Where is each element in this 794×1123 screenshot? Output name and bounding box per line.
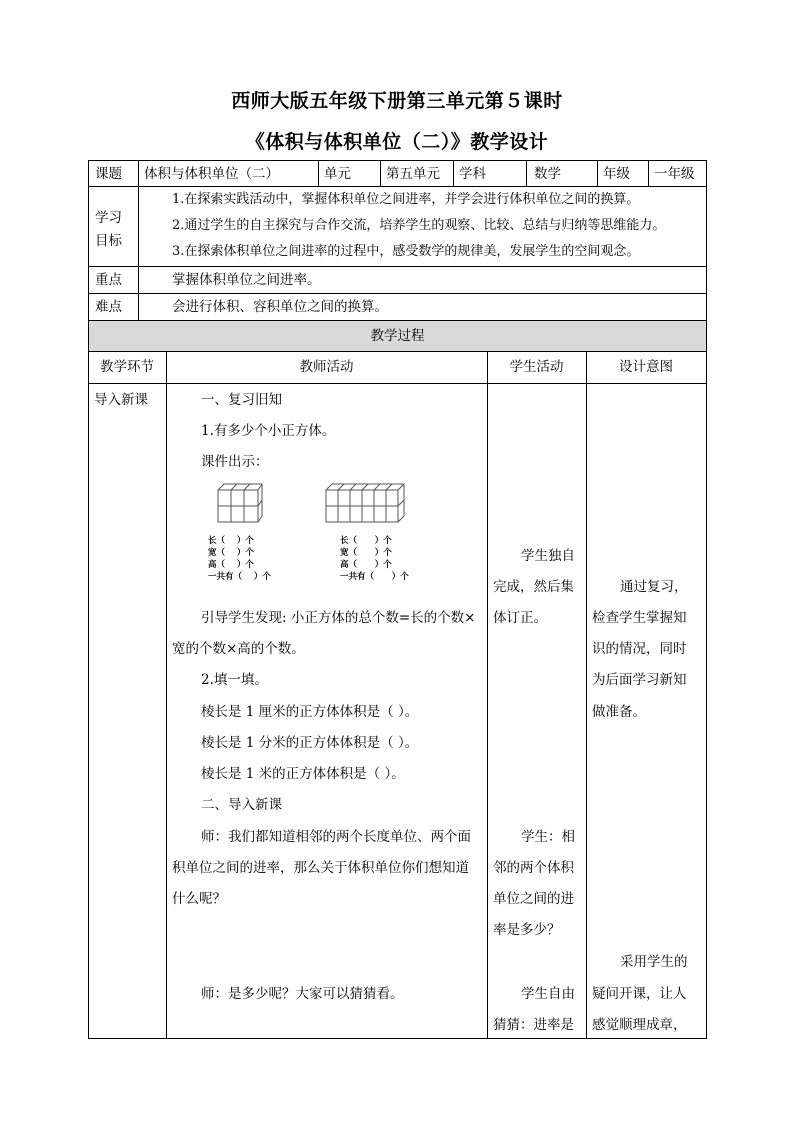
topic-value: 体积与体积单位（二） (144, 166, 279, 182)
teacher-l9: 二、导入新课 (201, 797, 282, 813)
intent-i2b: 疑问开课，让人 (592, 986, 687, 1002)
difficulty-value: 会进行体积、容积单位之间的换算。 (172, 299, 388, 315)
teacher-l2: 1.有多少个小正方体。 (201, 423, 336, 439)
key-point-value: 掌握体积单位之间进率。 (172, 272, 321, 288)
teacher-l8: 棱长是 1 米的正方体体积是（ ）。 (201, 766, 405, 782)
process-title: 教学过程 (370, 328, 425, 344)
student-s1c: 体订正。 (493, 610, 547, 626)
goals-label-line1: 学习 (95, 210, 122, 226)
document-title: 西师大版五年级下册第三单元第５课时 (231, 90, 563, 112)
topic-label: 课题 (95, 166, 122, 182)
goals-label-line2: 目标 (95, 233, 122, 249)
intent-i2c: 感觉顺理成章， (592, 1017, 687, 1033)
intent-i1c: 识的情况，同时 (592, 641, 687, 657)
grade-label: 年级 (603, 166, 630, 182)
goal-item-1: 1.在探索实践活动中，掌握体积单位之间进率，并学会进行体积单位之间的换算。 (172, 192, 640, 207)
stage-name: 导入新课 (94, 392, 148, 408)
student-s2c: 单位之间的进 (493, 891, 574, 907)
student-s1a: 学生独自 (521, 548, 575, 564)
teacher-l6: 棱长是 1 厘米的正方体体积是（ ）。 (201, 704, 419, 720)
intent-i1e: 做准备。 (592, 704, 646, 720)
intent-i2a: 采用学生的 (620, 954, 688, 970)
cube2-labels: 长（ ）个 宽（ ）个 高（ ）个 一共有（ ）个 (340, 536, 409, 582)
difficulty-label: 难点 (95, 299, 122, 315)
teacher-l3: 课件出示： (201, 454, 269, 470)
teacher-l10c: 什么呢？ (172, 891, 226, 907)
student-s3a: 学生自由 (521, 986, 575, 1002)
teacher-l4a: 引导学生发现: 小正方体的总个数=长的个数× (201, 610, 476, 626)
goal-item-3: 3.在探索体积单位之间进率的过程中，感受数学的规律美，发展学生的空间观念。 (172, 244, 640, 259)
teacher-l4b: 宽的个数×高的个数。 (172, 641, 305, 657)
key-point-label: 重点 (95, 272, 122, 288)
col-student: 学生活动 (509, 359, 564, 375)
grade-value: 一年级 (654, 166, 695, 182)
intent-i1d: 为后面学习新知 (592, 672, 687, 688)
student-s2d: 率是多少？ (493, 922, 561, 938)
large-cube-stack-icon (322, 480, 406, 526)
student-s2a: 学生：相 (521, 829, 575, 845)
unit-label: 单元 (324, 166, 351, 182)
student-s3b: 猜猜：进率是 (493, 1017, 574, 1033)
cube1-labels: 长（ ）个 宽（ ）个 高（ ）个 一共有（ ）个 (208, 536, 271, 582)
col-teacher: 教师活动 (299, 359, 354, 375)
teacher-l7: 棱长是 1 分米的正方体体积是（ ）。 (201, 735, 419, 751)
small-cube-stack-icon (214, 480, 264, 526)
col-intent: 设计意图 (619, 359, 673, 375)
student-s1b: 完成，然后集 (493, 579, 574, 595)
goal-item-2: 2.通过学生的自主探究与合作交流，培养学生的观察、比较、总结与归纳等思维能力。 (172, 218, 666, 233)
document-subtitle: 《体积与体积单位（二）》教学设计 (245, 131, 549, 153)
teacher-l1: 一、复习旧知 (201, 392, 282, 408)
intent-i1b: 检查学生掌握知 (592, 610, 687, 626)
teacher-l10b: 积单位之间的进率，那么关于体积单位你们想知道 (172, 860, 469, 876)
intent-i1a: 通过复习， (620, 579, 688, 595)
teacher-l5: 2.填一填。 (201, 672, 268, 688)
teacher-l10a: 师：我们都知道相邻的两个长度单位、两个面 (201, 829, 471, 845)
student-s2b: 邻的两个体积 (493, 860, 574, 876)
col-stage: 教学环节 (100, 359, 154, 375)
teacher-l11: 师：是多少呢？大家可以猜猜看。 (201, 986, 404, 1002)
subject-value: 数学 (534, 166, 561, 182)
subject-label: 学科 (459, 166, 486, 182)
unit-value: 第五单元 (386, 166, 440, 182)
